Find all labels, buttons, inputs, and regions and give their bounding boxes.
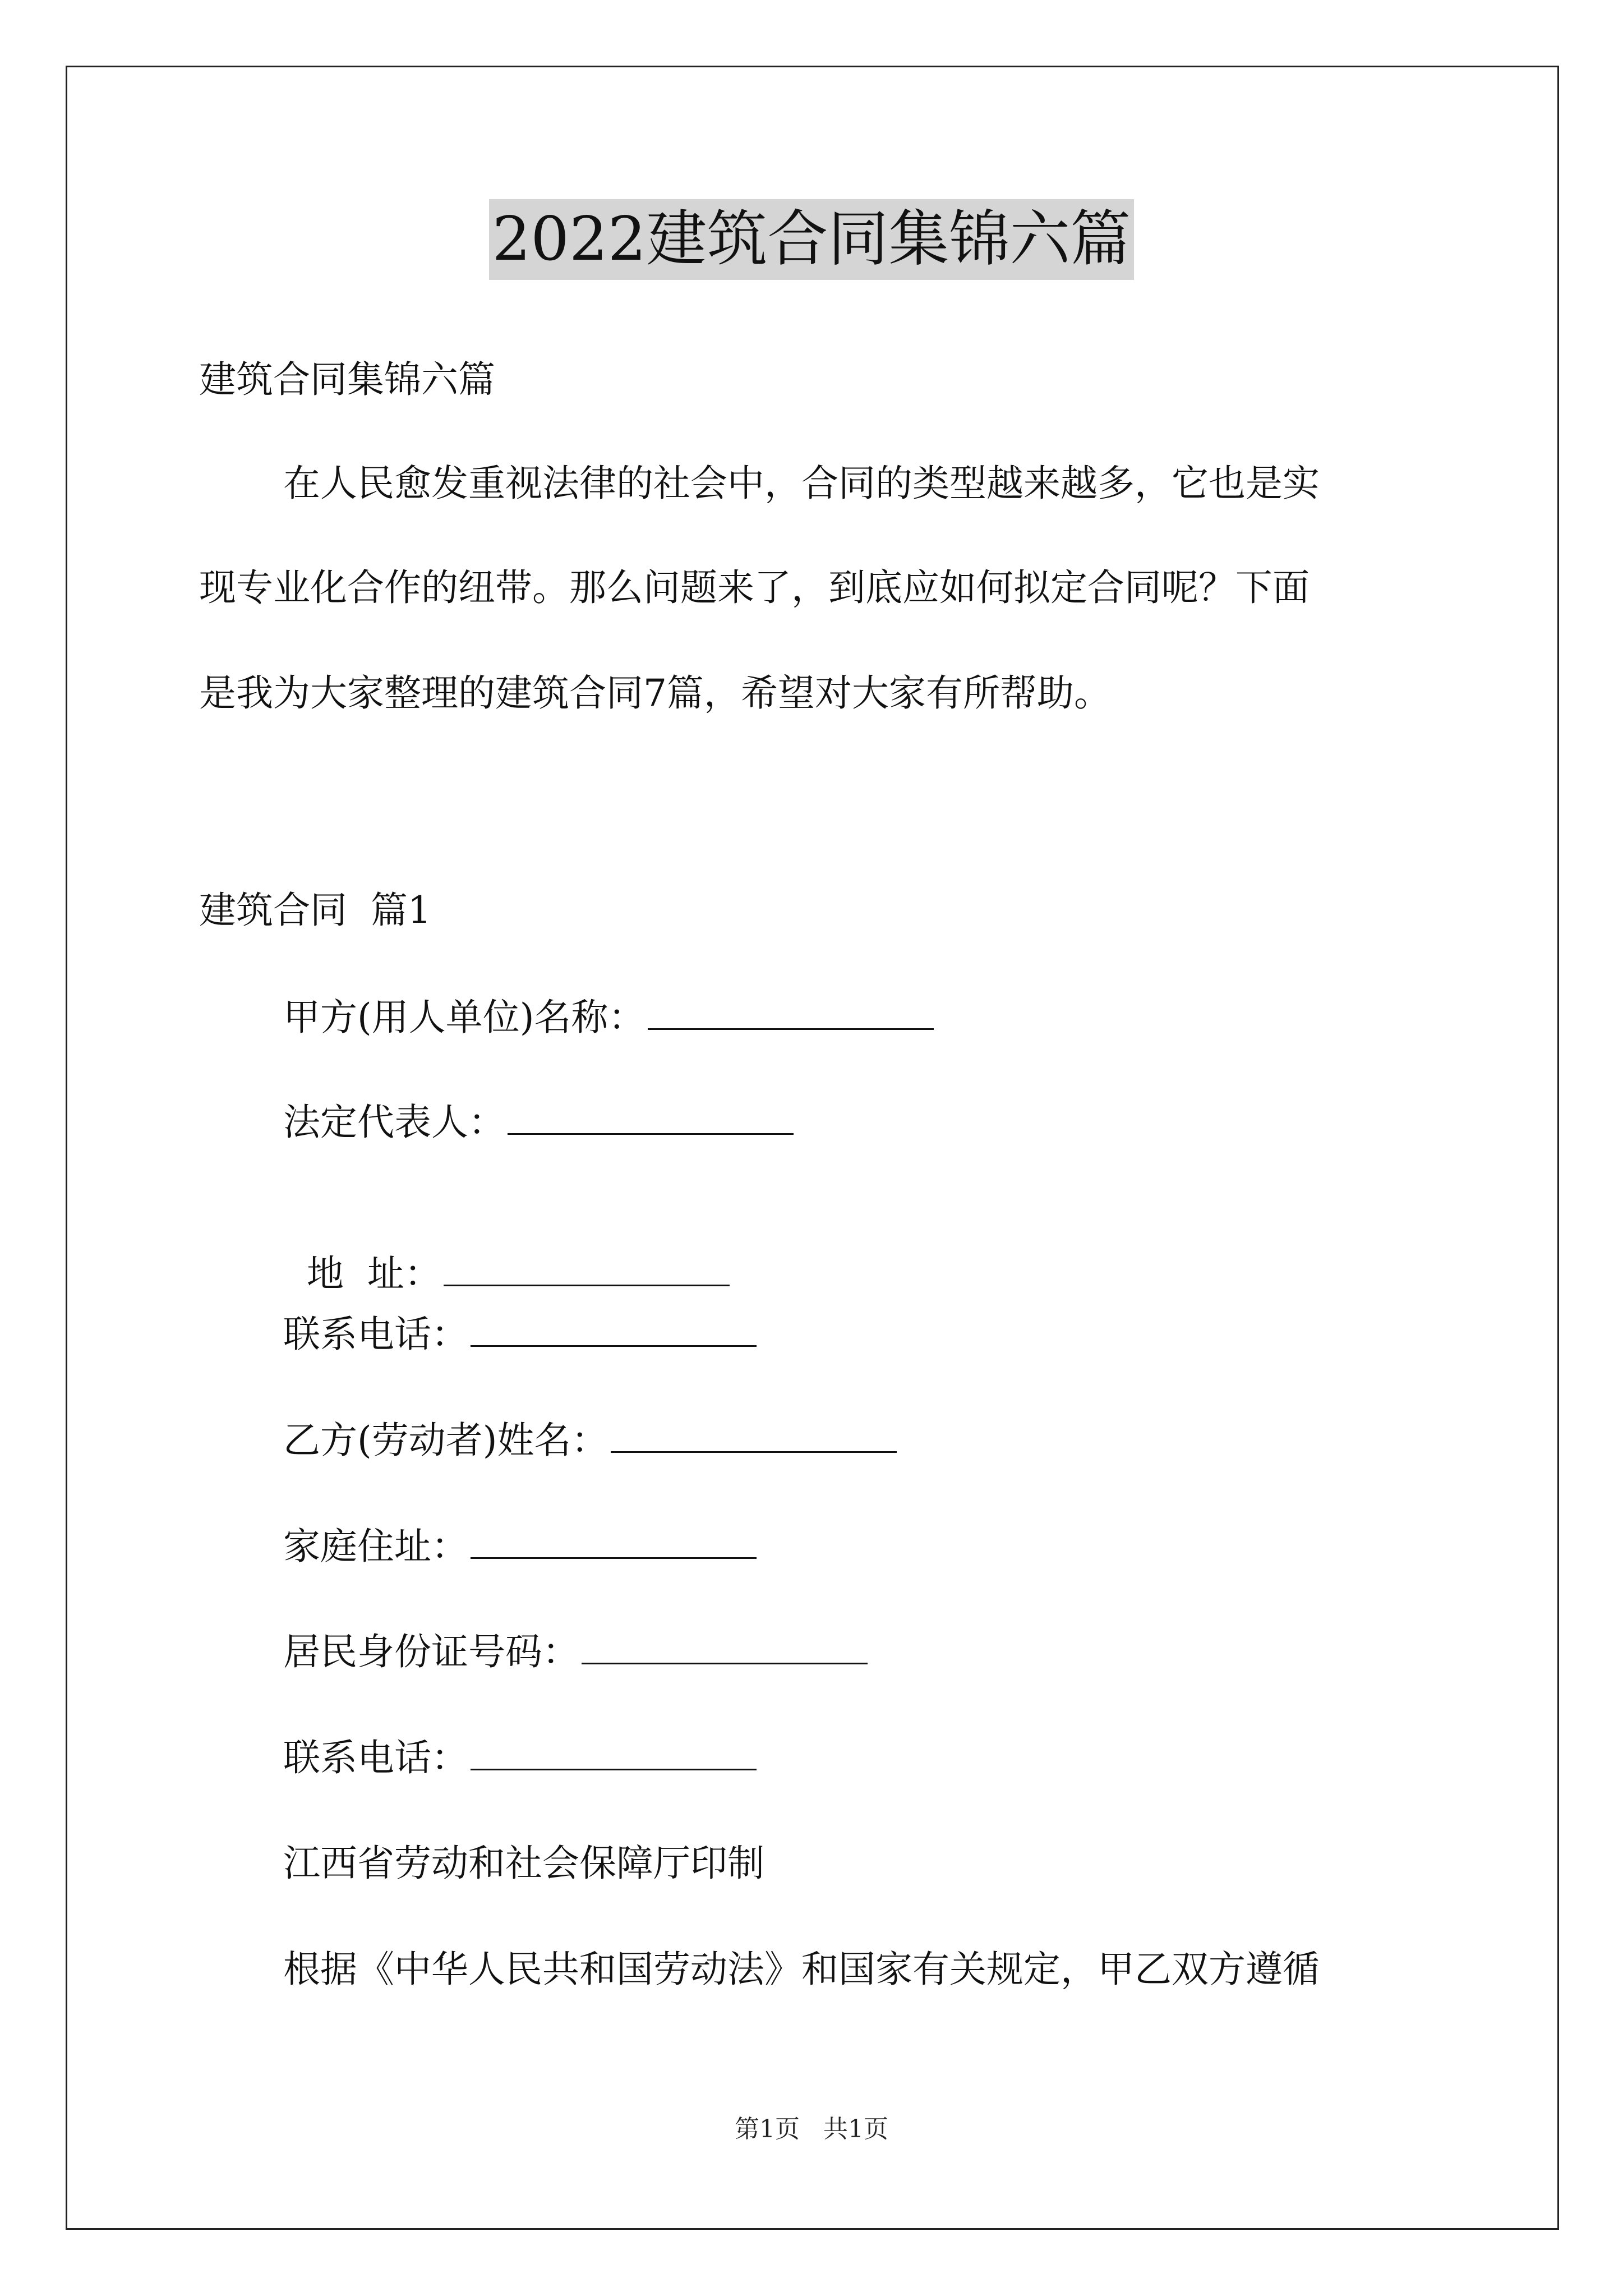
fill-blank — [648, 995, 934, 1030]
field-phone-a — [283, 1312, 757, 1357]
intro-line-1: 在人民愈发重视法律的社会中，合同的类型越来越多，它也是实 — [283, 462, 1320, 505]
fill-blank — [471, 1312, 757, 1347]
field-label: 联系电话： — [283, 1313, 468, 1356]
issuer-line: 江西省劳动和社会保障厅印制 — [283, 1842, 764, 1885]
title-container — [0, 199, 1623, 280]
field-label: 地 址： — [306, 1252, 441, 1295]
fill-blank — [471, 1735, 757, 1770]
field-phone-b — [283, 1735, 757, 1780]
field-label: 乙方(劳动者)姓名： — [283, 1419, 608, 1462]
field-label: 家庭住址： — [283, 1525, 468, 1568]
document-title: 2022建筑合同集锦六篇 — [489, 199, 1135, 280]
field-label: 甲方(用人单位)名称： — [283, 996, 645, 1039]
field-home-address — [283, 1524, 757, 1569]
field-id-number — [283, 1629, 868, 1674]
field-label: 法定代表人： — [283, 1101, 505, 1144]
field-party-a-name — [283, 995, 934, 1040]
fill-blank — [444, 1251, 730, 1286]
field-label: 联系电话： — [283, 1736, 468, 1779]
fill-blank — [582, 1629, 868, 1664]
section-heading: 建筑合同 篇1 — [199, 889, 431, 932]
field-label: 居民身份证号码： — [283, 1630, 579, 1673]
document-subtitle: 建筑合同集锦六篇 — [199, 358, 495, 401]
field-address — [283, 1206, 730, 1296]
body-line: 根据《中华人民共和国劳动法》和国家有关规定，甲乙双方遵循 — [283, 1948, 1320, 1991]
page-footer: 第1页 共1页 — [735, 2115, 888, 2143]
field-party-b-name — [283, 1418, 897, 1463]
intro-line-3: 是我为大家整理的建筑合同7篇，希望对大家有所帮助。 — [199, 671, 1111, 715]
fill-blank — [508, 1099, 794, 1135]
field-legal-representative — [283, 1099, 794, 1145]
intro-line-2: 现专业化合作的纽带。那么问题来了，到底应如何拟定合同呢？下面 — [199, 566, 1310, 609]
fill-blank — [471, 1524, 757, 1559]
fill-blank — [611, 1418, 897, 1453]
